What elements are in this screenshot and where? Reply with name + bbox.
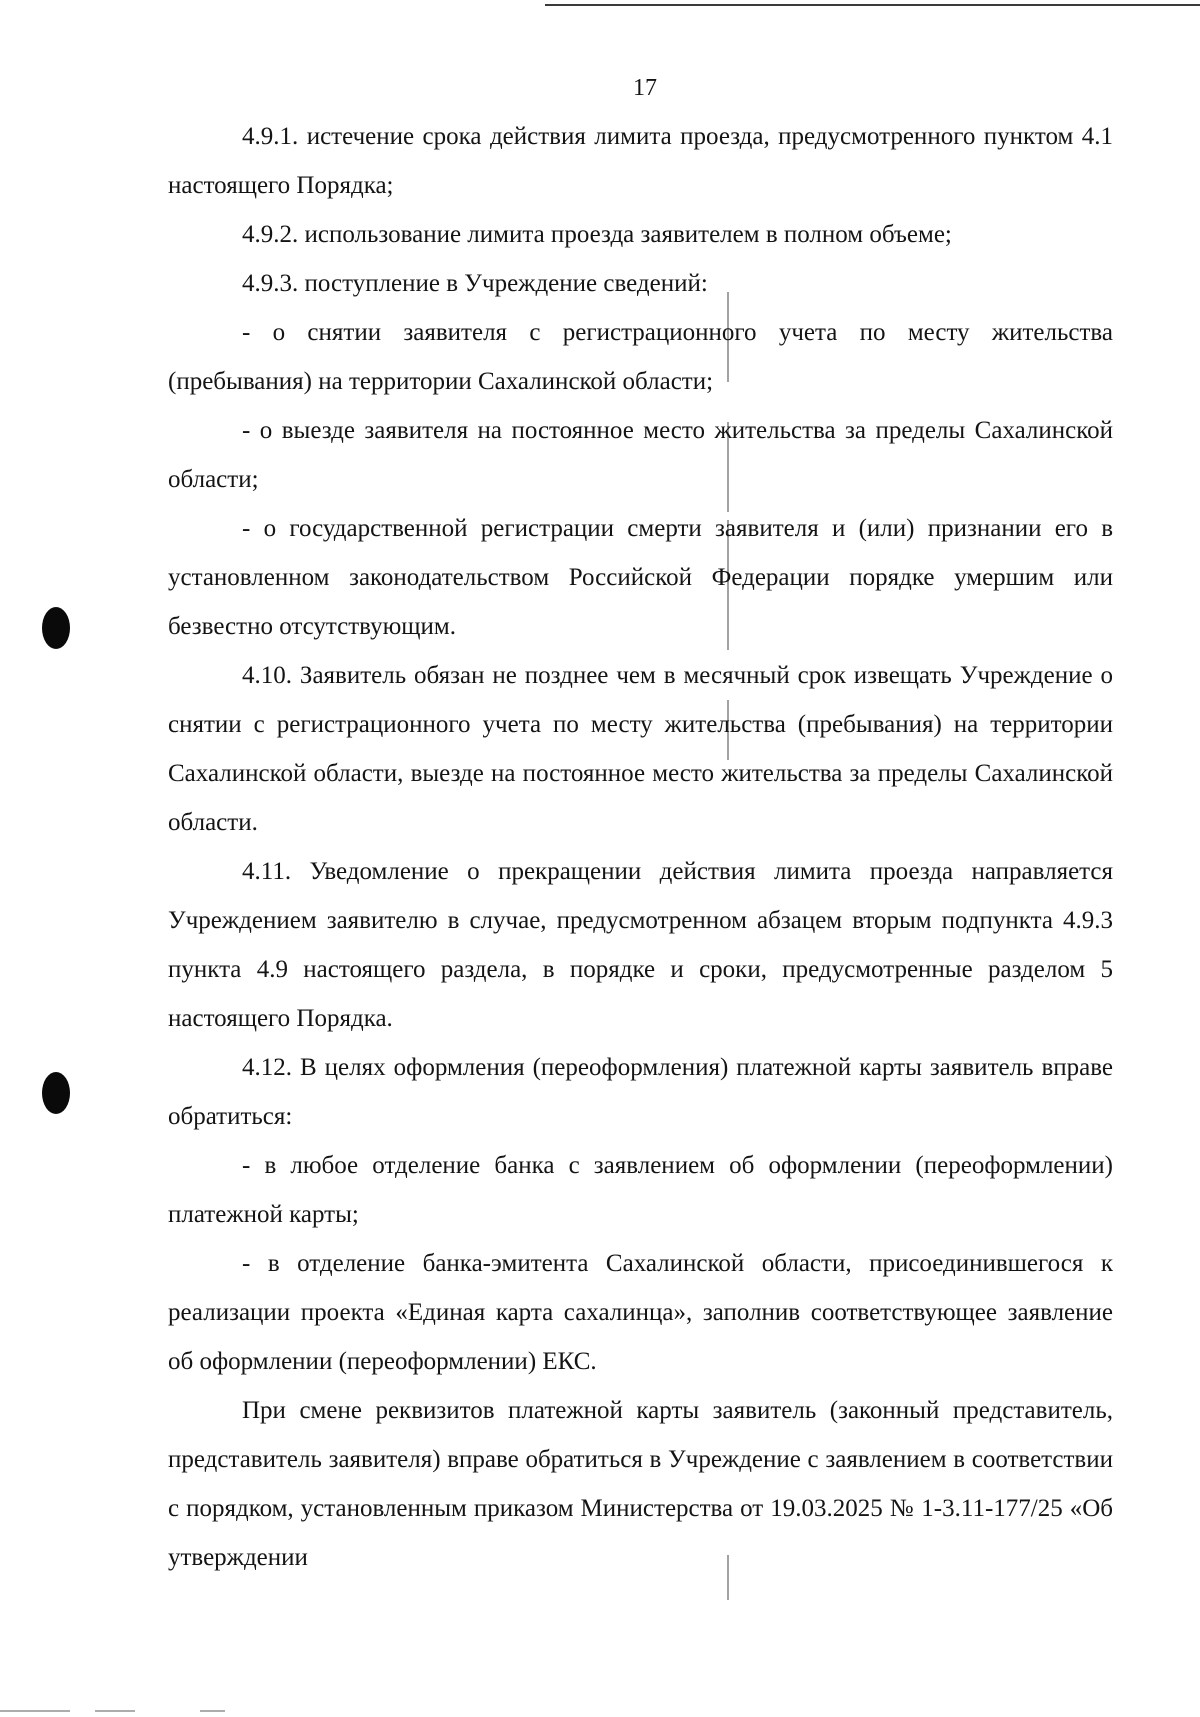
paragraph-4-11: 4.11. Уведомление о прекращении действия лимита проезда направляется Учреждением заявителю в случае, предусмотренном абзацем вторым подпункта 4.9.3 пункта 4.9 настоящего раздела, в порядке и сроки, предусмотренные разделом 5 настоящего Порядка. (168, 858, 1113, 1032)
punch-hole-lower (42, 1072, 70, 1114)
bottom-scan-mark (0, 1710, 70, 1712)
paragraph-4-9-1: 4.9.1. истечение срока действия лимита проезда, предусмотренного пунктом 4.1 настоящего Порядка; (168, 123, 1113, 199)
paragraph-4-9-2: 4.9.2. использование лимита проезда заявителем в полном объеме; (242, 221, 952, 248)
list-item-issuing-bank-branch: - в отделение банка-эмитента Сахалинской области, присоединившегося к реализации проекта «Единая карта сахалинца», заполнив соответствующее заявление об оформлении (переоформлении) ЕКС. (168, 1250, 1113, 1375)
list-item-departure: - о выезде заявителя на постоянное место жительства за пределы Сахалинской области; (168, 417, 1113, 493)
list-item-any-bank-branch: - в любое отделение банка с заявлением об оформлении (переоформлении) платежной карты; (168, 1152, 1113, 1228)
bottom-scan-mark (95, 1710, 135, 1712)
paragraph-4-12: 4.12. В целях оформления (переоформления) платежной карты заявитель вправе обратиться: (168, 1054, 1113, 1130)
paragraph-4-10: 4.10. Заявитель обязан не позднее чем в месячный срок извещать Учреждение о снятии с регистрационного учета по месту жительства (пребывания) на территории Сахалинской области, выезде на постоянное место жительства за пределы Сахалинской области. (168, 662, 1113, 836)
bottom-scan-mark (200, 1710, 225, 1712)
body-text (168, 112, 1113, 1582)
punch-hole-upper (42, 607, 70, 649)
list-item-deregistration: - о снятии заявителя с регистрационного учета по месту жительства (пребывания) на территории Сахалинской области; (168, 319, 1113, 395)
paragraph-4-9-3: 4.9.3. поступление в Учреждение сведений: (242, 270, 708, 297)
paragraph-card-details-change: При смене реквизитов платежной карты заявитель (законный представитель, представитель заявителя) вправе обратиться в Учреждение с заявлением в соответствии с порядком, установленным приказом Министерства от 19.03.2025 № 1-3.11-177/25 «Об утверждении (168, 1397, 1113, 1571)
page-number: 17 (633, 75, 657, 101)
list-item-death-registration: - о государственной регистрации смерти заявителя и (или) признании его в установленном законодательством Российской Федерации порядке умершим или безвестно отсутствующим. (168, 515, 1113, 640)
top-edge-rule (545, 4, 1200, 6)
